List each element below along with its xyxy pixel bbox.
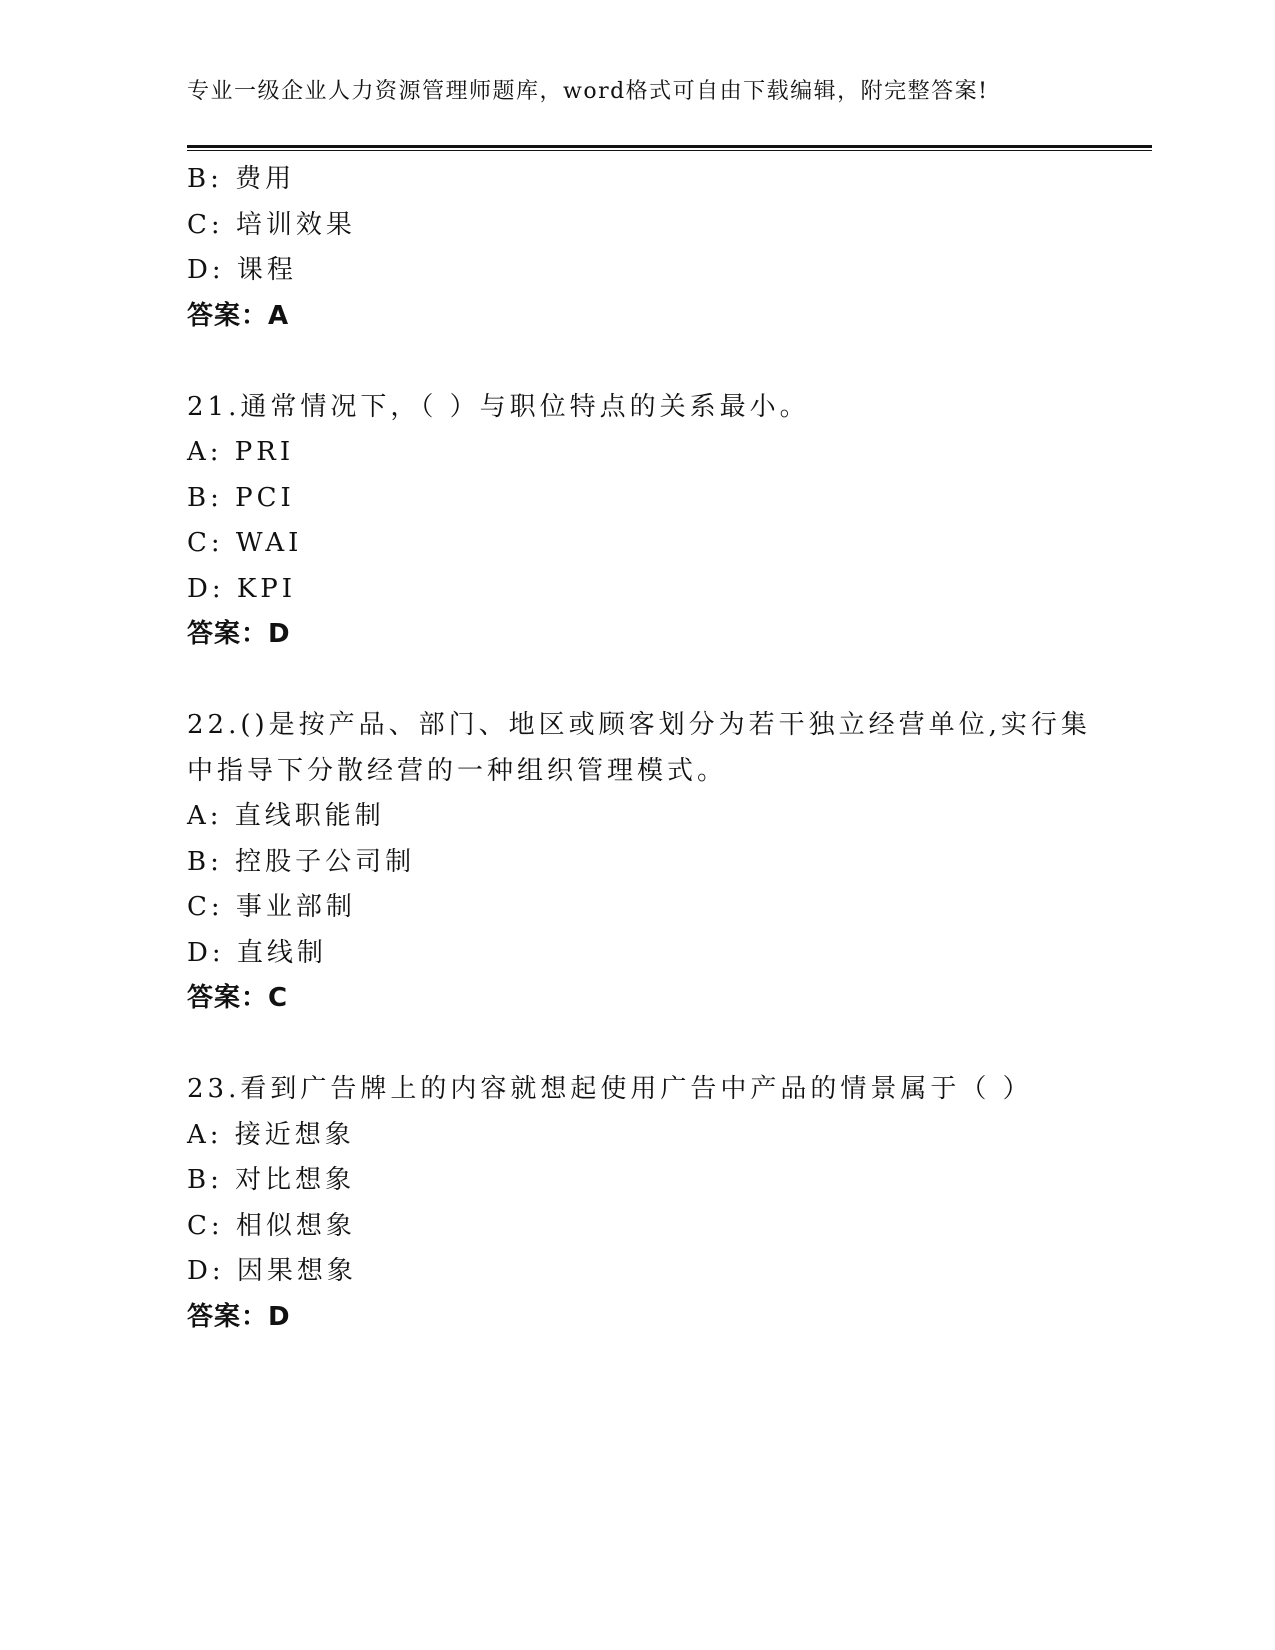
answer-line: 答案：D (187, 1301, 291, 1332)
option-c: C: WAI (187, 528, 303, 558)
continued-question (187, 157, 1127, 339)
spacer (187, 658, 1127, 704)
option-d: D: KPI (187, 573, 297, 604)
question-23 (187, 1067, 1127, 1340)
question-stem-line-1: 22.()是按产品、部门、地区或顾客划分为若干独立经营单位,实行集 (187, 710, 1091, 740)
option-b: B: 费用 (187, 164, 296, 194)
header-divider-thin (187, 150, 1152, 151)
option-d: D: 课程 (187, 255, 297, 285)
page-header: 专业一级企业人力资源管理师题库，word格式可自由下载编辑，附完整答案! (187, 79, 989, 104)
option-a: A: 接近想象 (187, 1119, 355, 1150)
option-c: C: 相似想象 (187, 1210, 356, 1241)
answer-line: 答案：C (187, 983, 289, 1013)
option-b: B: PCI (187, 482, 295, 513)
spacer (187, 1022, 1127, 1068)
question-stem: 21.通常情况下，（ ）与职位特点的关系最小。 (187, 391, 810, 422)
question-21 (187, 385, 1127, 658)
option-d: D: 因果想象 (187, 1256, 357, 1286)
question-22 (187, 703, 1127, 1022)
header-divider-thick (187, 145, 1152, 148)
option-b: B: 对比想象 (187, 1165, 356, 1195)
document-body (187, 157, 1127, 1340)
option-a: A: 直线职能制 (187, 801, 385, 831)
option-b: B: 控股子公司制 (187, 846, 416, 877)
question-stem: 23.看到广告牌上的内容就想起使用广告中产品的情景属于（ ） (187, 1074, 1033, 1104)
option-a: A: PRI (187, 437, 295, 467)
answer-line: 答案：A (187, 300, 290, 331)
answer-line: 答案：D (187, 619, 291, 649)
option-d: D: 直线制 (187, 937, 327, 968)
option-c: C: 事业部制 (187, 892, 356, 922)
question-stem-line-2: 中指导下分散经营的一种组织管理模式。 (187, 755, 728, 786)
option-c: C: 培训效果 (187, 209, 356, 240)
spacer (187, 339, 1127, 385)
